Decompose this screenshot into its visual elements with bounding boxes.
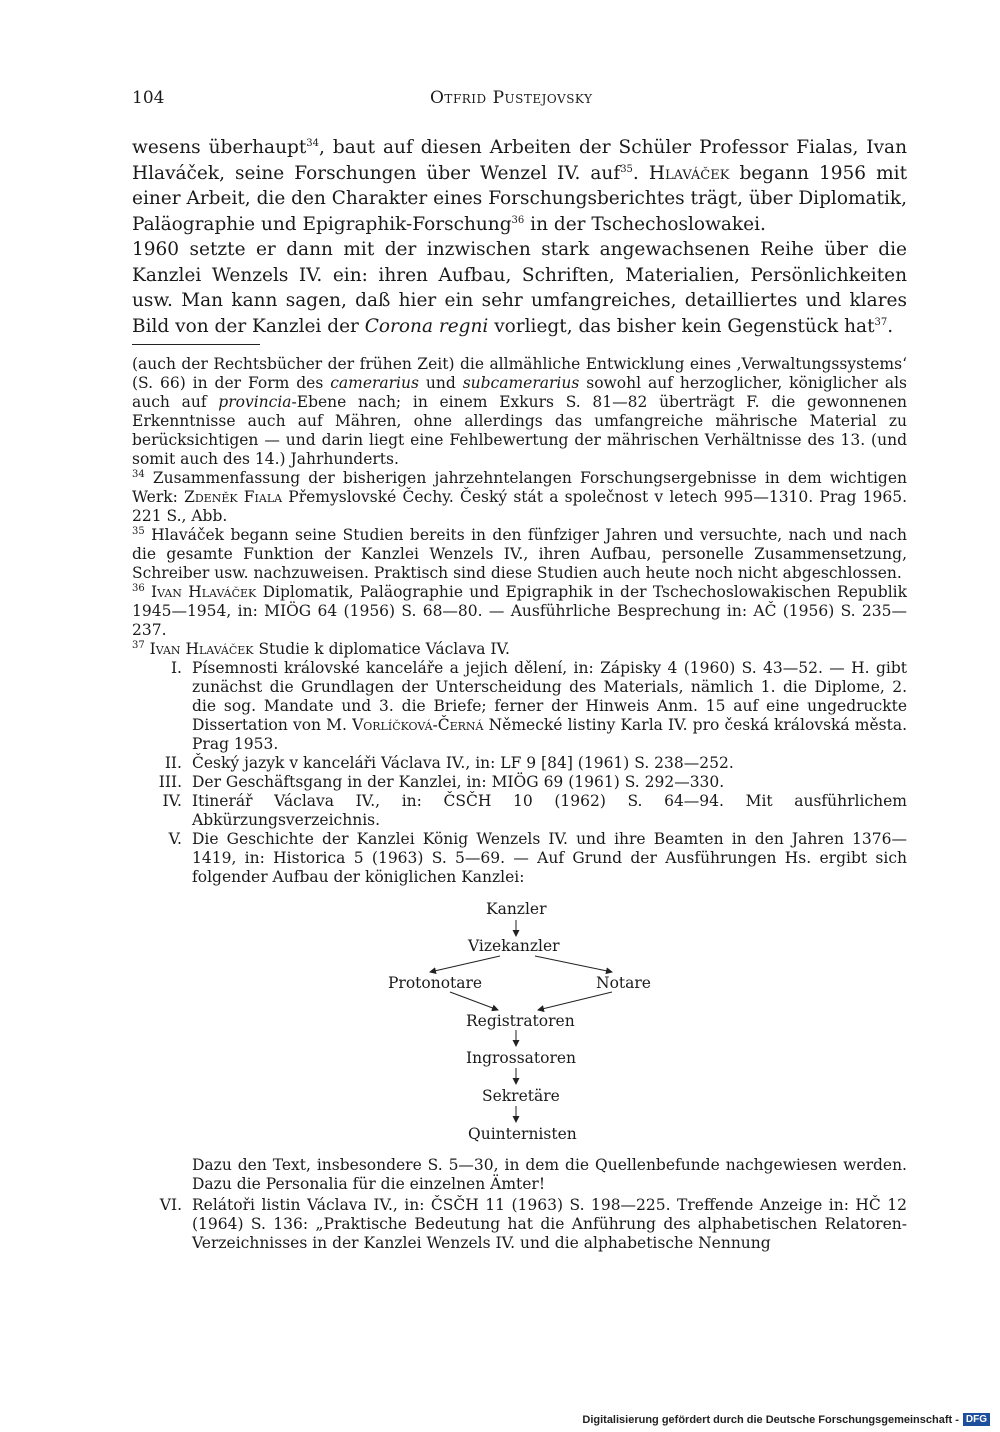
main-text	[132, 135, 907, 339]
publication-list-continued	[132, 1196, 907, 1253]
footnote-35: $^{35}$ Hlaváček begann seine Studien bereits in den fünfziger Jahren und versuchte, nach und nach die gesamte Funktion der Kanzlei Wenzels IV., ihren Aufbau, personelle Zusammensetzung, Schreiber usw. nachzuweisen. Praktisch sind diese Studien auch heute noch nicht abgeschlossen.	[132, 525, 907, 582]
page-number: 104	[132, 88, 165, 108]
footnote-36: $^{36}$ Ivan Hlaváček Diplomatik, Paläographie und Epigraphik in der Tschechoslowakischen Republik 1945—1954, in: MIÖG 64 (1956) S. 68—80. — Ausführliche Besprechung in: AČ (1956) S. 235—237.	[132, 582, 907, 639]
node-sekretaere: Sekretäre	[482, 1087, 560, 1105]
paragraph-1: wesens überhaupt$^{34}$, baut auf diesen Arbeiten der Schüler Professor Fialas, Ivan Hlaváček, seine Forschungen über Wenzel IV. auf$^{35}$. Hlaváček begann 1956 mit einer Arbeit, die den Charakter eines Forschungsberichtes trägt, über Diplomatik, Paläographie und Epigraphik-Forschung$^{36}$ in der Tschechoslowakei.	[132, 137, 908, 235]
node-kanzler: Kanzler	[486, 900, 547, 918]
footer-text: Digitalisierung gefördert durch die Deutsche Forschungsgemeinschaft -	[582, 1413, 959, 1426]
footnote-ref-36[interactable]: 36	[511, 214, 525, 226]
arrow-vizekanzler-protonotare	[430, 956, 500, 972]
digitization-footer	[582, 1413, 990, 1426]
paragraph-2: 1960 setzte er dann mit der inzwischen stark angewachsenen Reihe über die Kanzlei Wenzels IV. ein: ihren Aufbau, Schriften, Materialien, Persönlichkeiten usw. Man kann sagen, daß hier ein sehr umfangreiches, detailliertes und klares Bild von der Kanzlei der Corona regni vorliegt, das bisher kein Gegenstück hat$^{37}$.	[132, 239, 907, 337]
node-protonotare: Protonotare	[388, 974, 483, 992]
list-item: IV. Itinerář Václava IV., in: ČSČH 10 (1962) S. 64—94. Mit ausführlichem Abkürzungsverzeichnis.	[162, 792, 907, 829]
list-item: I. Písemnosti královské kanceláře a jejich dělení, in: Zápisky 4 (1960) S. 43—52. — H. gibt zunächst die Grundlagen der Unterscheidung des Materials, nämlich 1. die Diplome, 2. die sog. Mandate und 3. die Briefe; ferner der Hinweis Anm. 15 auf eine ungedruckte Dissertation von M. Vorlíčková-Černá Německé listiny Karla IV. pro česká královská města. Prag 1953.	[170, 659, 908, 753]
node-registratoren: Registratoren	[466, 1012, 575, 1030]
arrow-vizekanzler-notare	[535, 956, 612, 972]
dfg-logo-icon[interactable]: DFG	[963, 1413, 990, 1426]
footnote-37: $^{37}$ Ivan Hlaváček Studie k diplomatice Václava IV.	[132, 639, 510, 658]
node-vizekanzler: Vizekanzler	[468, 937, 560, 955]
node-quinternisten: Quinternisten	[468, 1125, 577, 1143]
node-ingrossatoren: Ingrossatoren	[466, 1049, 577, 1067]
diagram-note: Dazu den Text, insbesondere S. 5—30, in dem die Quellenbefunde nachgewiesen werden. Dazu die Personalia für die einzelnen Ämter!	[192, 1156, 907, 1193]
list-item: V. Die Geschichte der Kanzlei König Wenzels IV. und ihre Beamten in den Jahren 1376—1419, in: Historica 5 (1963) S. 5—69. — Auf Grund der Ausführungen Hs. ergibt sich folgender Aufbau der königlichen Kanzlei:	[168, 830, 907, 886]
arrow-notare-registratoren	[538, 992, 612, 1010]
list-item: II. Český jazyk v kanceláři Václava IV., in: LF 9 [84] (1961) S. 238—252.	[164, 754, 734, 772]
running-head: Otfrid Pustejovsky	[430, 88, 593, 108]
footnote-ref-37[interactable]: 37	[874, 316, 888, 328]
list-item: VI. Relátoři listin Václava IV., in: ČSČH 11 (1963) S. 198—225. Treffende Anzeige in: HČ 12 (1964) S. 136: „Praktische Bedeutung hat die Anführung des alphabetischen Relatoren-Verzeichnisses in der Kanzlei Wenzels IV. und die alphabetische Nennung	[159, 1196, 907, 1252]
chancery-structure-diagram	[380, 898, 680, 1148]
footnotes	[132, 355, 907, 887]
footnote-continuation: (auch der Rechtsbücher der frühen Zeit) die allmähliche Entwicklung eines ‚Verwaltungssystems‘ (S. 66) in der Form des camerarius und subcamerarius sowohl auf herzoglicher, königlicher als auch auf provincia-Ebene nach; in einem Exkurs S. 81—82 überträgt F. die gewonnenen Erkenntnisse auch auf Mähren, ohne allerdings das umfangreiche mährische Material zu berücksichtigen — und darin liegt eine Fehlbewertung der mährischen Verhältnisse des 13. (und somit auch des 14.) Jahrhunderts.	[132, 355, 908, 468]
node-notare: Notare	[596, 974, 651, 992]
list-item: III. Der Geschäftsgang in der Kanzlei, in: MIÖG 69 (1961) S. 292—330.	[158, 773, 725, 791]
publication-list	[132, 659, 907, 887]
footnote-34: $^{34}$ Zusammenfassung der bisherigen jahrzehntelangen Forschungsergebnisse in dem wichtigen Werk: Zdeněk Fiala Přemyslovské Čechy. Český stát a společnost v letech 995—1310. Prag 1965. 221 S., Abb.	[132, 468, 907, 525]
after-diagram-text	[192, 1156, 907, 1194]
arrow-protonotare-registratoren	[450, 992, 498, 1010]
footnote-rule	[132, 344, 260, 345]
footnote-ref-34[interactable]: 34	[306, 137, 320, 149]
footnote-ref-35[interactable]: 35	[620, 163, 633, 175]
